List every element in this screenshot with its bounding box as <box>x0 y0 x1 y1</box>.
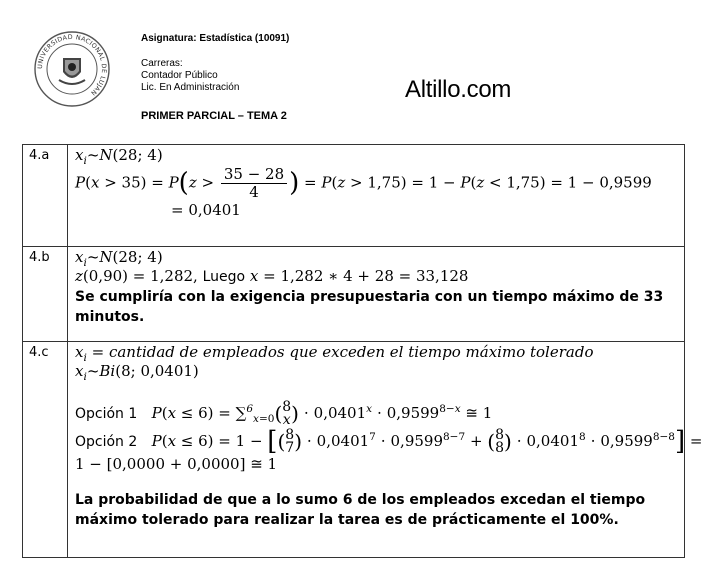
word-luego: Luego <box>202 269 246 285</box>
conclusion-text: La probabilidad de que a lo sumo 6 de los empleados excedan el tiempo máximo tolerado para realizar la tarea es de prácticamente el 100%. <box>75 492 646 528</box>
careers-label: Carreras: <box>141 58 183 69</box>
option-2-label: Opción 2 <box>75 434 138 450</box>
row-content <box>68 247 685 342</box>
table-row <box>23 342 685 558</box>
math-option-1: Opción 1 P(x ≤ 6) = ∑$^6_{x=0}$( 8 x ) ⋅ $0,0401^x \cdot 0,9599^{8-x}$ ≅ 1 <box>75 399 493 428</box>
row-number: 4.b <box>23 247 68 342</box>
option-1-label: Opción 1 <box>75 406 138 422</box>
math-definition: $x_i$ = cantidad de empleados que exceden el tiempo máximo tolerado <box>75 343 594 364</box>
math-probability: P(x > 35) = P(z > $\frac{35 - 28}{4}$ ) = P(z > 1,75) = 1 − P(z < 1,75) = 1 − 0,9599 <box>75 165 652 201</box>
seal-lettering: UNIVERSIDAD NACIONAL DE LUJAN <box>36 33 108 97</box>
conclusion-text: Se cumpliría con la exigencia presupuestaria con un tiempo máximo de 33 minutos. <box>75 289 664 325</box>
math-distribution: $x_i\sim N(28$; 4) <box>75 146 163 167</box>
brand-watermark: Altillo.com <box>405 76 512 103</box>
table-row <box>23 247 685 342</box>
math-distribution: $x_i\sim N(28$; 4) <box>75 248 163 269</box>
exam-title: PRIMER PARCIAL – TEMA 2 <box>141 110 287 122</box>
row-content <box>68 342 703 558</box>
answers-table <box>22 144 703 558</box>
row-number: 4.a <box>23 145 68 247</box>
row-number: 4.c <box>23 342 68 558</box>
table-row <box>23 145 685 247</box>
subject-line: Asignatura: Estadística (10091) <box>141 33 290 44</box>
university-seal-logo <box>33 30 111 108</box>
math-option-2: Opción 2 P(x ≤ 6) = 1 − [( 8 7 ) ⋅ $0,0401^7 \cdot 0,9599^{8-7}$ + ( 8 8 ) ⋅ $0,0401^8 \cdot 0,9599^{8-8}$] = <box>75 426 703 457</box>
math-z-value: z(0,90) = 1,282, Luego x = 1,282 ∗ 4 + 28 = 33,128 <box>75 267 469 285</box>
math-option-2-result: 1 − [0,0000 + 0,0000] ≅ 1 <box>75 455 278 473</box>
row-content <box>68 145 685 247</box>
math-result: = 0,0401 <box>171 201 241 219</box>
math-distribution: $x_i\sim Bi(8$; 0,0401) <box>75 362 199 383</box>
career-administracion: Lic. En Administración <box>141 82 240 93</box>
career-contador: Contador Público <box>141 70 218 81</box>
